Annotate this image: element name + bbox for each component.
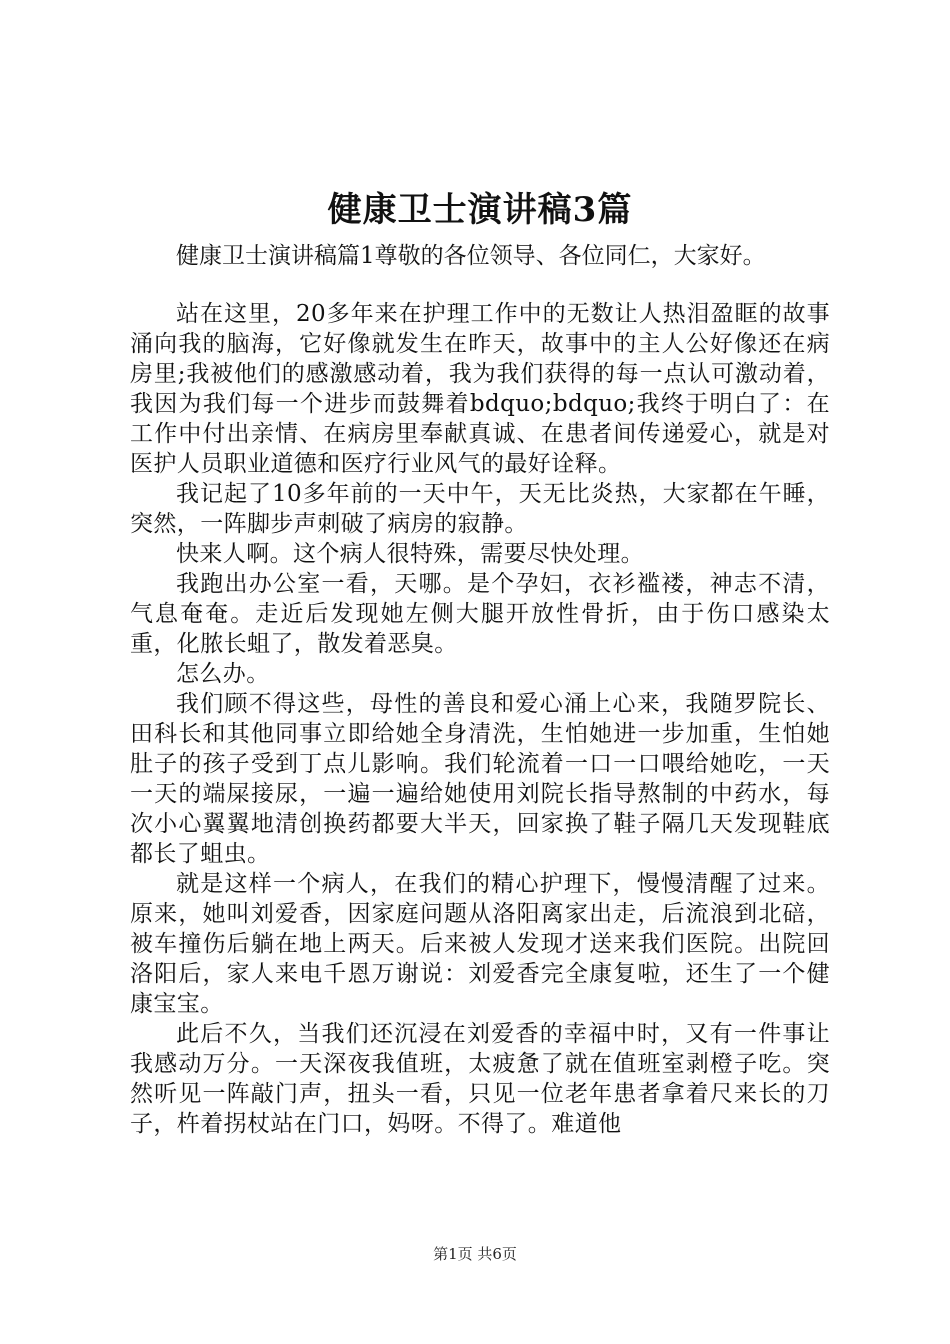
document-title: 健康卫士演讲稿3篇	[327, 190, 633, 230]
paragraph: 就是这样一个病人，在我们的精心护理下，慢慢清醒了过来。原来，她叫刘爱香，因家庭问题从洛阳离家出走，后流浪到北碚，被车撞伤后躺在地上两天。后来被人发现才送来我们医院。出院回洛阳后，家人来电千恩万谢说：刘爱香完全康复啦，还生了一个健康宝宝。	[130, 871, 830, 1017]
paragraph: 站在这里，20多年来在护理工作中的无数让人热泪盈眶的故事涌向我的脑海，它好像就发生在昨天，故事中的主人公好像还在病房里;我被他们的感激感动着，我为我们获得的每一点认可激动着，我因为我们每一个进步而鼓舞着bdquo;bdquo;我终于明白了：在工作中付出亲情、在病房里奉献真诚、在患者间传递爱心，就是对医护人员职业道德和医疗行业风气的最好诠释。	[130, 301, 830, 477]
paragraph: 我们顾不得这些，母性的善良和爱心涌上心来，我随罗院长、田科长和其他同事立即给她全身清洗，生怕她进一步加重，生怕她肚子的孩子受到丁点儿影响。我们轮流着一口一口喂给她吃，一天一天的端屎接尿，一遍一遍给她使用刘院长指导熬制的中药水，每次小心翼翼地清创换药都要大半天，回家换了鞋子隔几天发现鞋底都长了蛆虫。	[130, 691, 830, 867]
paragraph: 我跑出办公室一看，天哪。是个孕妇，衣衫褴褛，神志不清，气息奄奄。走近后发现她左侧大腿开放性骨折，由于伤口感染太重，化脓长蛆了，散发着恶臭。	[130, 571, 830, 657]
paragraph: 此后不久，当我们还沉浸在刘爱香的幸福中时，又有一件事让我感动万分。一天深夜我值班，太疲惫了就在值班室剥橙子吃。突然听见一阵敲门声，扭头一看，只见一位老年患者拿着尺来长的刀子，杵着拐杖站在门口，妈呀。不得了。难道他	[130, 1021, 830, 1137]
page-number-footer: 第1页 共6页	[433, 1245, 517, 1263]
intro-line: 健康卫士演讲稿篇1尊敬的各位领导、各位同仁，大家好。	[176, 243, 766, 269]
document-page	[130, 185, 830, 1139]
paragraph: 快来人啊。这个病人很特殊，需要尽快处理。	[176, 541, 644, 567]
paragraph: 怎么办。	[176, 661, 270, 687]
paragraph: 我记起了10多年前的一天中午，天无比炎热，大家都在午睡，突然，一阵脚步声刺破了病房的寂静。	[130, 481, 830, 537]
